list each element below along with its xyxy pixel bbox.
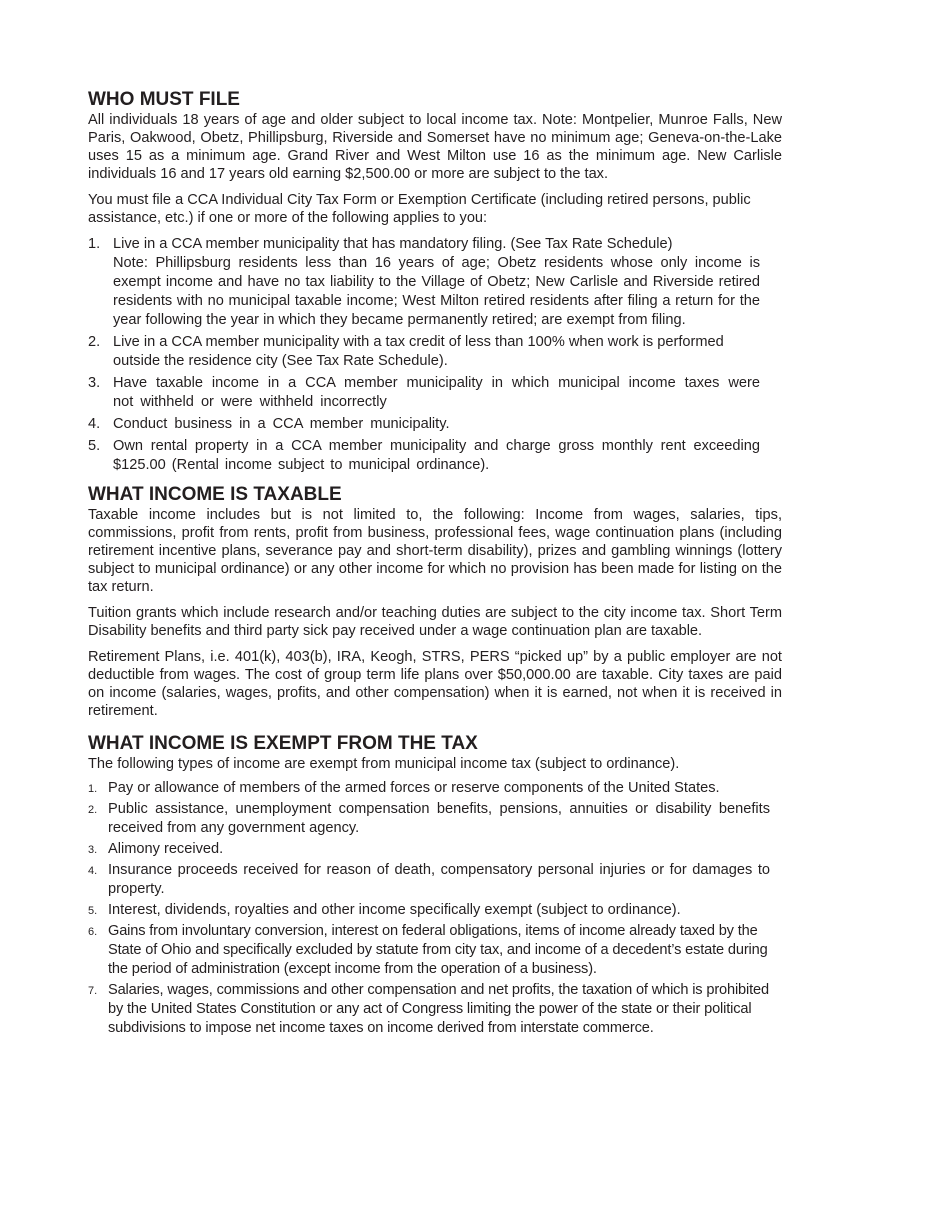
what-income-taxable-section <box>88 484 782 720</box>
list-item <box>88 437 782 475</box>
list-item-number: 4. <box>88 416 101 432</box>
list-item-text: Salaries, wages, commissions and other compensation and net profits, the taxation of which is prohibited by the United States Constitution or any act of Congress limiting the power of the state or their political subdivisions to impose net income taxes on income derived from interstate commerce. <box>108 982 769 1036</box>
list-item <box>88 840 782 859</box>
list-item-text: Conduct business in a CCA member municipality. <box>113 416 450 432</box>
list-item <box>88 333 782 371</box>
list-item-text: Live in a CCA member municipality that has mandatory filing. (See Tax Rate Schedule) <box>113 236 673 252</box>
list-item-number: 6. <box>88 926 98 938</box>
list-item-number: 5. <box>88 438 101 454</box>
who-must-file-heading: WHO MUST FILE <box>88 89 240 110</box>
what-income-taxable-heading: WHAT INCOME IS TAXABLE <box>88 484 342 505</box>
list-item-number: 7. <box>88 985 98 997</box>
list-item-text: Have taxable income in a CCA member municipality in which municipal income taxes were not withheld or were withheld incorrectly <box>113 375 760 410</box>
list-item-number: 1. <box>88 783 98 795</box>
taxable-paragraph: Retirement Plans, i.e. 401(k), 403(b), IRA, Keogh, STRS, PERS “picked up” by a public employer are not deductible from wages. The cost of group term life plans over $50,000.00 are taxable. City taxes are paid on income (salaries, wages, profits, and other compensation) when it is earned, not when it is received in retirement. <box>88 649 782 719</box>
list-item <box>88 901 782 920</box>
list-item <box>88 800 782 838</box>
list-item <box>88 981 782 1038</box>
list-item <box>88 779 782 798</box>
list-item-number: 1. <box>88 236 101 252</box>
list-item-text: Alimony received. <box>108 841 224 857</box>
who-must-file-instruction: You must file a CCA Individual City Tax Form or Exemption Certificate (including retired persons, public assistance, etc.) if one or more of the following applies to you: <box>88 192 751 226</box>
exempt-intro: The following types of income are exempt from municipal income tax (subject to ordinance). <box>88 756 680 772</box>
list-item-text: Insurance proceeds received for reason of death, compensatory personal injuries or for damages to property. <box>108 862 770 897</box>
list-item <box>88 374 782 412</box>
list-item <box>88 922 782 979</box>
list-item-text: Live in a CCA member municipality with a tax credit of less than 100% when work is performed outside the residence city (See Tax Rate Schedule). <box>113 334 724 369</box>
list-item-text: Pay or allowance of members of the armed forces or reserve components of the United States. <box>108 780 720 796</box>
filing-requirements-list <box>88 235 782 475</box>
list-item-number: 3. <box>88 375 101 391</box>
list-item-text: Interest, dividends, royalties and other income specifically exempt (subject to ordinance). <box>108 902 681 918</box>
who-must-file-intro: All individuals 18 years of age and older subject to local income tax. Note: Montpelier, Munroe Falls, New Paris, Oakwood, Obetz, Phillipsburg, Riverside and Somerset have no minimum age; Geneva-on-the-Lake uses 15 as a minimum age. Grand River and West Milton use 16 as the minimum age. New Carlisle individuals 16 and 17 years old earning $2,500.00 or more are subject to the tax. <box>88 112 782 182</box>
list-item-number: 4. <box>88 865 98 877</box>
list-item-number: 2. <box>88 334 101 350</box>
list-item-number: 5. <box>88 905 98 917</box>
taxable-paragraph: Taxable income includes but is not limited to, the following: Income from wages, salaries, tips, commissions, profit from rents, profit from business, professional fees, wage continuation plans (including retirement incentive plans, severance pay and short-term disability), prizes and gambling winnings (lottery subject to municipal ordinance) or any other income for which no provision has been made for listing on the tax return. <box>88 507 782 595</box>
list-item-text: Gains from involuntary conversion, interest on federal obligations, items of income already taxed by the State of Ohio and specifically excluded by statute from city tax, and income of a decedent’s estate during the period of administration (except income from the operation of a business). <box>108 923 768 977</box>
list-item-number: 2. <box>88 804 98 816</box>
what-income-exempt-section <box>88 733 782 1038</box>
list-item <box>88 861 782 899</box>
list-item-text: Own rental property in a CCA member municipality and charge gross monthly rent exceeding $125.00 (Rental income subject to municipal ordinance). <box>113 438 760 473</box>
list-item <box>88 235 782 330</box>
list-item-number: 3. <box>88 844 98 856</box>
exempt-income-list <box>88 779 782 1038</box>
what-income-exempt-heading: WHAT INCOME IS EXEMPT FROM THE TAX <box>88 733 478 754</box>
list-item-text: Public assistance, unemployment compensation benefits, pensions, annuities or disability benefits received from any government agency. <box>108 801 770 836</box>
list-item-note: Note: Phillipsburg residents less than 16 years of age; Obetz residents whose only income is exempt income and have no tax liability to the Village of Obetz; New Carlisle and Riverside retired residents with no municipal taxable income; West Milton retired residents after filing a return for the year following the year in which they became permanently retired; are exempt from filing. <box>113 255 760 328</box>
document-content <box>88 89 782 1040</box>
taxable-paragraph: Tuition grants which include research and/or teaching duties are subject to the city income tax. Short Term Disability benefits and third party sick pay received under a wage continuation plan are taxable. <box>88 605 782 639</box>
who-must-file-section <box>88 89 782 475</box>
list-item <box>88 415 782 434</box>
